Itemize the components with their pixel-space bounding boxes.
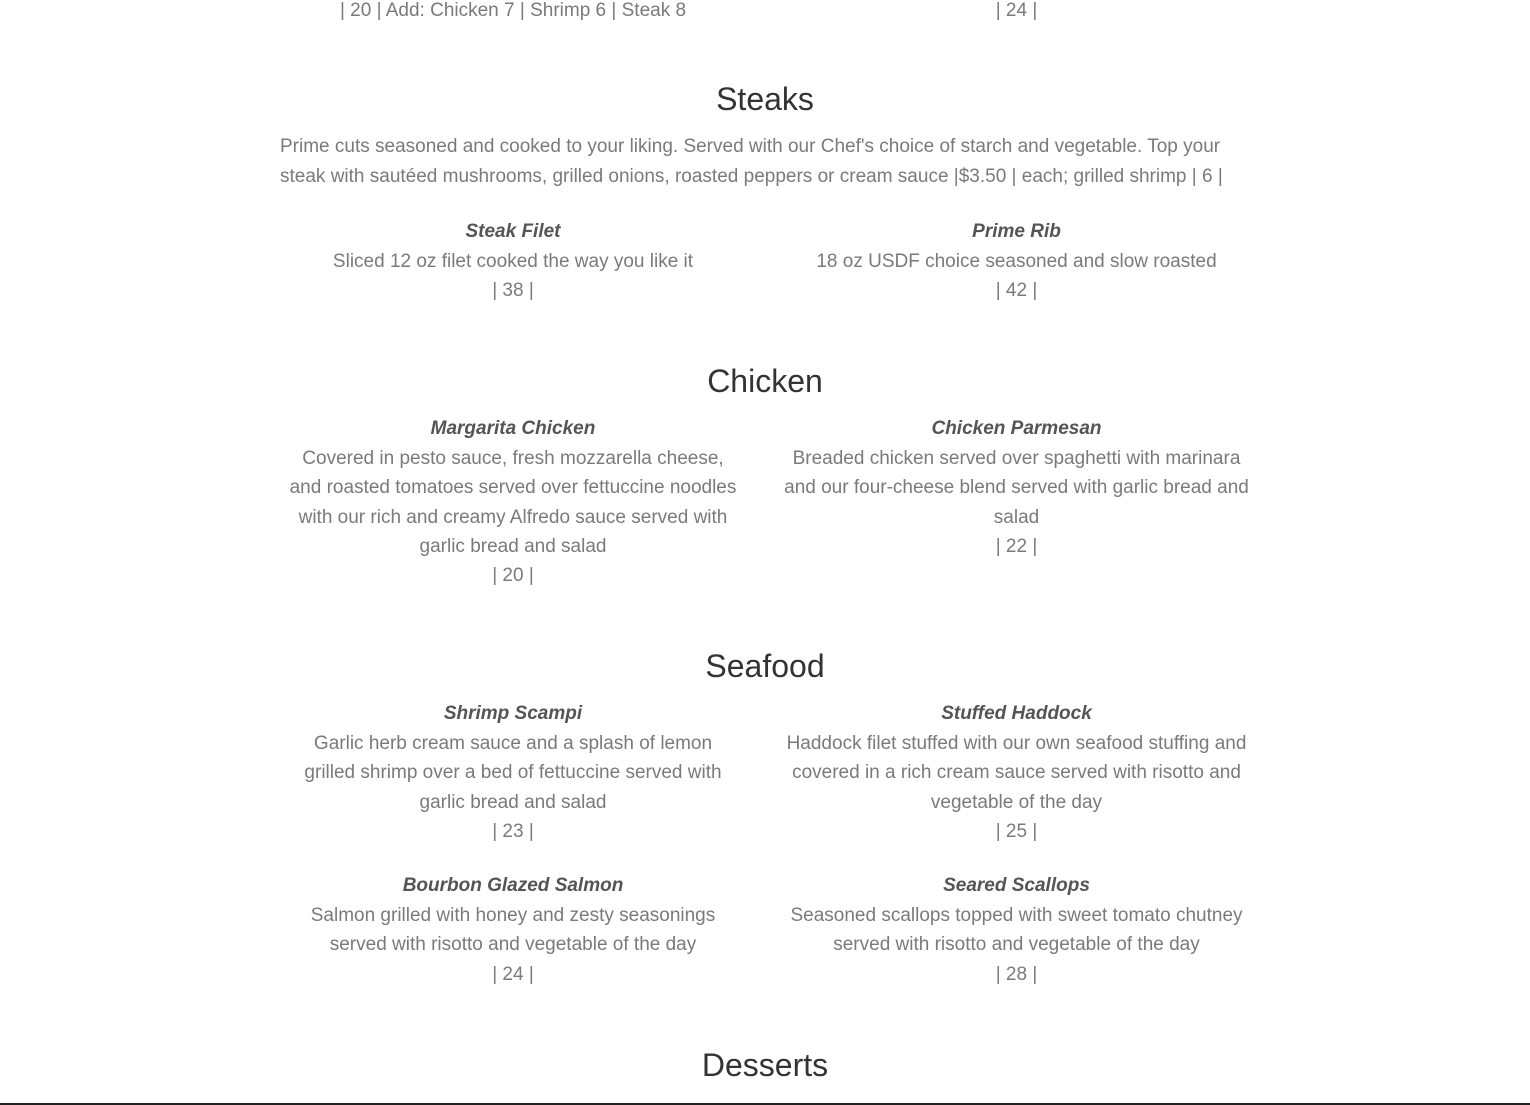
menu-item-price: | 42 | [995, 280, 1038, 302]
menu-item-description: Sliced 12 oz filet cooked the way you like it [332, 251, 694, 272]
section-heading-desserts: Desserts [701, 1047, 829, 1083]
menu-item-name: Prime Rib [972, 221, 1061, 242]
menu-item-steak-filet [288, 221, 738, 302]
section-heading-steaks: Steaks [716, 81, 814, 117]
menu-item-margarita-chicken [288, 418, 738, 587]
menu-item-name: Stuffed Haddock [941, 703, 1092, 724]
menu-item-name: Steak Filet [465, 221, 561, 242]
menu-item-description: Salmon grilled with honey and zesty seasonings served with risotto and vegetable of the day [310, 905, 716, 956]
menu-item-description: Seasoned scallops topped with sweet tomato chutney served with risotto and vegetable of the day [790, 905, 1243, 956]
menu-item-price: | 24 | [492, 963, 534, 985]
menu-item-stuffed-haddock [784, 703, 1249, 843]
menu-item-description: Covered in pesto sauce, fresh mozzarella cheese, and roasted tomatoes served over fettuccine noodles with our rich and creamy Alfredo sauce served with garlic bread and salad [289, 448, 737, 557]
menu-item-bourbon-glazed-salmon [288, 875, 738, 986]
previous-item-price: | 24 | [995, 0, 1038, 21]
menu-item-prime-rib [784, 221, 1249, 302]
menu-item-name: Seared Scallops [943, 875, 1090, 896]
menu-item-name: Shrimp Scampi [443, 703, 583, 724]
menu-item-chicken-parmesan [784, 418, 1249, 558]
menu-item-description: Breaded chicken served over spaghetti with marinara and our four-cheese blend served with garlic bread and salad [784, 448, 1249, 528]
menu-item-price: | 22 | [995, 535, 1038, 557]
menu-item-price: | 28 | [995, 963, 1038, 985]
section-heading-seafood: Seafood [705, 648, 825, 684]
menu-item-description: Haddock filet stuffed with our own seafood stuffing and covered in a rich cream sauce served with risotto and vegetable of the day [786, 733, 1247, 813]
menu-item-price: | 20 | [492, 565, 534, 587]
menu-item-name: Margarita Chicken [430, 418, 596, 439]
menu-item-name: Bourbon Glazed Salmon [402, 875, 624, 896]
menu-item-price: | 23 | [492, 820, 534, 842]
menu-item-shrimp-scampi [288, 703, 738, 843]
menu-item-description: 18 oz USDF choice seasoned and slow roasted [816, 251, 1217, 272]
menu-item-name: Chicken Parmesan [931, 418, 1102, 439]
menu-item-description: Garlic herb cream sauce and a splash of lemon grilled shrimp over a bed of fettuccine served with garlic bread and salad [304, 733, 722, 813]
section-heading-chicken: Chicken [707, 363, 823, 399]
steaks-intro: Prime cuts seasoned and cooked to your liking. Served with our Chef's choice of starch and vegetable. Top your steak with sautéed mushrooms, grilled onions, roasted peppers or cream sauce |$3.50 | each; grilled shrimp | 6 | [280, 136, 1223, 187]
previous-item-price-addons: | 20 | Add: Chicken 7 | Shrimp 6 | Steak 8 [339, 0, 687, 21]
menu-item-price: | 38 | [492, 280, 534, 302]
menu-item-price: | 25 | [995, 820, 1038, 842]
menu-item-seared-scallops [784, 875, 1249, 986]
